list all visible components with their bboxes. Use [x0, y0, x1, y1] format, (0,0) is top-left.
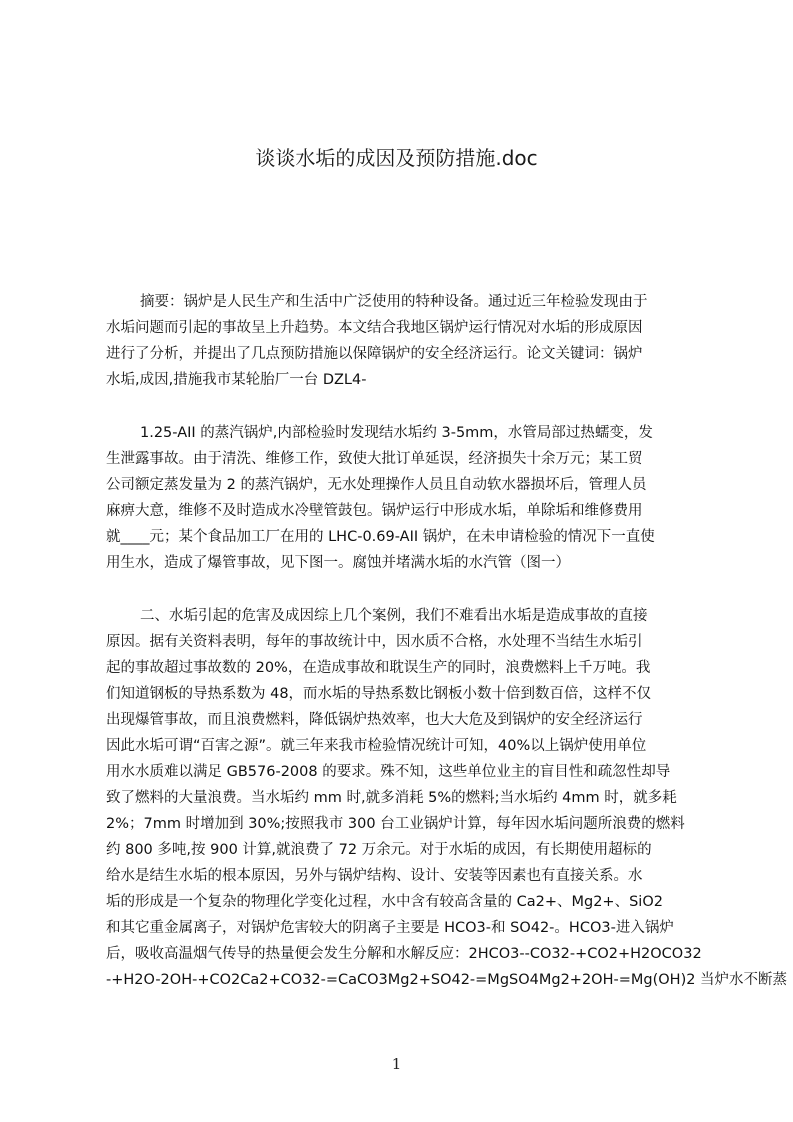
paragraph-line: 们知道钢板的导热系数为 48，而水垢的导热系数比钢板小数十倍到数百倍，这样不仅	[106, 686, 652, 702]
paragraph-line: 麻痹大意，维修不及时造成水冷壁管鼓包。锅炉运行中形成水垢，单除垢和维修费用	[106, 503, 643, 519]
paragraph-line: 原因。据有关资料表明，每年的事故统计中，因水质不合格，水处理不当结生水垢引	[106, 634, 643, 650]
paragraph-line: 二、水垢引起的危害及成因综上几个案例，我们不难看出水垢是造成事故的直接	[140, 608, 648, 624]
paragraph-cases	[106, 420, 793, 576]
document-title: 谈谈水垢的成因及预防措施.doc	[255, 146, 538, 170]
paragraph-line: 约 800 多吨,按 900 计算,就浪费了 72 万余元。对于水垢的成因，有长期使用超标的	[106, 842, 652, 858]
paragraph-line: 水垢问题而引起的事故呈上升趋势。本文结合我地区锅炉运行情况对水垢的形成原因	[106, 320, 643, 336]
paragraph-line: 给水是结生水垢的根本原因，另外与锅炉结构、设计、安装等因素也有直接关系。水	[106, 868, 643, 884]
paragraph-line: 因此水垢可谓“百害之源”。就三年来我市检验情况统计可知，40%以上锅炉使用单位	[106, 738, 647, 754]
paragraph-line: 摘要：锅炉是人民生产和生活中广泛使用的特种设备。通过近三年检验发现由于	[140, 294, 648, 310]
paragraph-line: 进行了分析，并提出了几点预防措施以保障锅炉的安全经济运行。论文关键词：锅炉	[106, 346, 643, 362]
paragraph-line: 用水水质难以满足 GB576-2008 的要求。殊不知，这些单位业主的盲目性和疏忽性却导	[106, 764, 671, 780]
paragraph-line: 用生水，造成了爆管事故，见下图一。腐蚀并堵满水垢的水汽管（图一）	[106, 555, 570, 571]
page-number: 1	[391, 1055, 402, 1073]
paragraph-line: 起的事故超过事故数的 20%，在造成事故和耽误生产的同时，浪费燃料上千万吨。我	[106, 660, 651, 676]
paragraph-hazards-causes	[106, 603, 793, 993]
paragraph-line: 和其它重金属离子，对锅炉危害较大的阴离子主要是 HCO3-和 SO42-。HCO3-进入锅炉	[106, 920, 674, 936]
paragraph-line: 公司额定蒸发量为 2 的蒸汽锅炉，无水处理操作人员且自动软水器损坏后，管理人员	[106, 477, 647, 493]
paragraph-line: 水垢,成因,措施我市某轮胎厂一台 DZL4-	[106, 372, 367, 388]
paragraph-line: 垢的形成是一个复杂的物理化学变化过程，水中含有较高含量的 Ca2+、Mg2+、SiO2	[106, 894, 663, 910]
paragraph-line: 出现爆管事故，而且浪费燃料，降低锅炉热效率，也大大危及到锅炉的安全经济运行	[106, 712, 643, 728]
paragraph-line: 后，吸收高温烟气传导的热量便会发生分解和水解反应：2HCO3--CO32-+CO2+H2OCO32	[106, 946, 702, 962]
paragraph-line: 致了燃料的大量浪费。当水垢约 mm 时,就多消耗 5%的燃料;当水垢约 4mm 时，就多耗	[106, 790, 677, 806]
paragraph-abstract	[106, 289, 793, 393]
paragraph-line: 生泄露事故。由于清洗、维修工作，致使大批订单延误，经济损失十余万元；某工贸	[106, 451, 643, 467]
paragraph-line: 2%；7mm 时增加到 30%;按照我市 300 台工业锅炉计算，每年因水垢问题所浪费的燃料	[106, 816, 685, 832]
paragraph-line: -+H2O-2OH-+CO2Ca2+CO32-=CaCO3Mg2+SO42-=MgSO4Mg2+2OH-=Mg(OH)2 当炉水不断蒸	[106, 972, 788, 988]
paragraph-line: 1.25-AII 的蒸汽锅炉,内部检验时发现结水垢约 3-5mm，水管局部过热蠕变，发	[140, 425, 653, 441]
paragraph-line: 就____元；某个食品加工厂在用的 LHC-0.69-AII 锅炉，在未申请检验的情况下一直使	[106, 529, 655, 545]
